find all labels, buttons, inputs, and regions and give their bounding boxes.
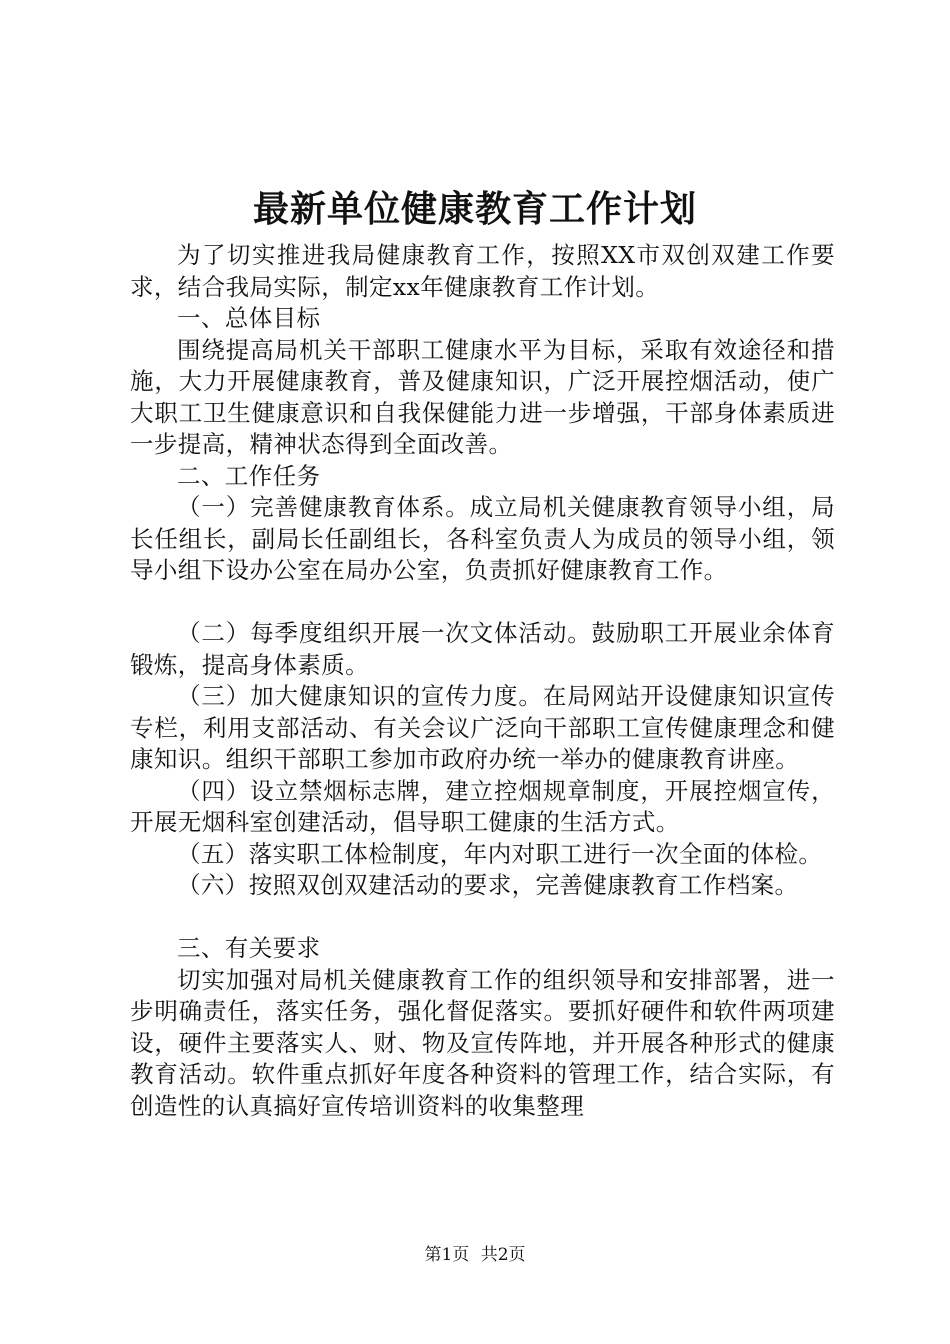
paragraph-gap <box>130 902 835 934</box>
task-item-6: （六）按照双创双建活动的要求，完善健康教育工作档案。 <box>177 871 799 899</box>
section-heading-goals: 一、总体目标 <box>177 304 321 332</box>
section-heading-requirements: 三、有关要求 <box>177 934 321 962</box>
task-item-3: （三）加大健康知识的宣传力度。在局网站开设健康知识宣传专栏，利用支部活动、有关会议广泛向干部职工宣传健康理念和健康知识。组织干部职工参加市政府办统一举办的健康教育讲座。 <box>130 682 835 773</box>
document-body <box>130 240 835 1122</box>
paragraph-gap <box>130 587 835 619</box>
task-item-1: （一）完善健康教育体系。成立局机关健康教育领导小组，局长任组长，副局长任副组长，各科室负责人为成员的领导小组，领导小组下设办公室在局办公室，负责抓好健康教育工作。 <box>130 493 835 584</box>
task-item-4: （四）设立禁烟标志牌，建立控烟规章制度，开展控烟宣传，开展无烟科室创建活动，倡导职工健康的生活方式。 <box>130 776 835 836</box>
task-item-2: （二）每季度组织开展一次文体活动。鼓励职工开展业余体育锻炼，提高身体素质。 <box>130 619 835 679</box>
goals-paragraph: 围绕提高局机关干部职工健康水平为目标，采取有效途径和措施，大力开展健康教育，普及健康知识，广泛开展控烟活动，使广大职工卫生健康意识和自我保健能力进一步增强，干部身体素质进一步提高，精神状态得到全面改善。 <box>130 335 835 458</box>
task-item-5: （五）落实职工体检制度，年内对职工进行一次全面的体检。 <box>177 839 823 868</box>
requirements-paragraph: 切实加强对局机关健康教育工作的组织领导和安排部署，进一步明确责任，落实任务，强化督促落实。要抓好硬件和软件两项建设，硬件主要落实人、财、物及宣传阵地，并开展各种形式的健康教育活动。软件重点抓好年度各种资料的管理工作，结合实际，有创造性的认真搞好宣传培训资料的收集整理 <box>130 965 835 1120</box>
intro-paragraph: 为了切实推进我局健康教育工作，按照XX市双创双建工作要求，结合我局实际，制定xx年健康教育工作计划。 <box>130 241 835 301</box>
page-number-total: 共2页 <box>480 1245 526 1265</box>
section-heading-tasks: 二、工作任务 <box>177 461 321 490</box>
document-title: 最新单位健康教育工作计划 <box>252 188 697 230</box>
page-number-current: 第1页 <box>424 1245 470 1265</box>
page-footer <box>0 1244 950 1266</box>
